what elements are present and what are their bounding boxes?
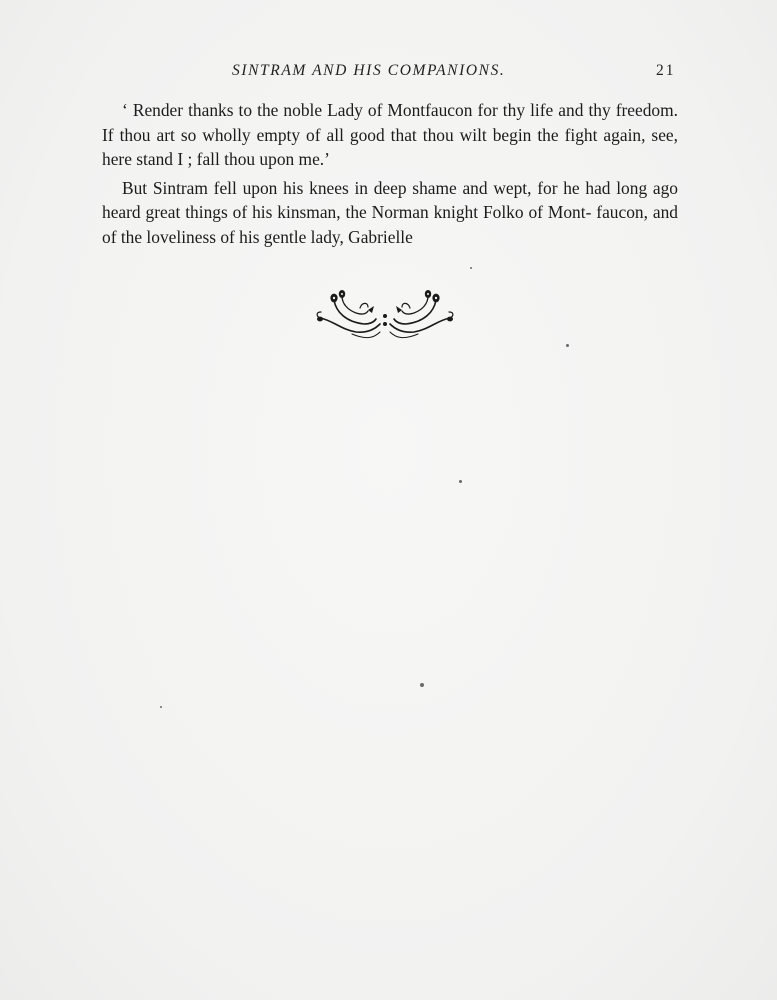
page-number: 21 <box>656 62 676 79</box>
running-head <box>0 62 777 86</box>
paper-speck <box>160 706 162 708</box>
paper-speck <box>470 267 472 269</box>
running-title: SINTRAM AND HIS COMPANIONS. <box>232 62 506 79</box>
paper-speck <box>420 683 424 687</box>
paragraph-1: ‘ Render thanks to the noble Lady of Montfaucon for thy life and thy freedom. If thou art so wholly empty of all good that thou wilt begin the fight again, see, here stand I ; fall thou upon me.’ <box>102 100 678 170</box>
paper-speck <box>566 344 569 347</box>
paper-speck <box>459 480 462 483</box>
floral-tailpiece-icon <box>312 286 458 342</box>
body-text <box>102 98 678 250</box>
paragraph-2: But Sintram fell upon his knees in deep shame and wept, for he had long ago heard great things of his kinsman, the Norman knight Folko of Mont- faucon, and of the loveliness of his gentle lady, Gabrielle <box>102 177 678 247</box>
